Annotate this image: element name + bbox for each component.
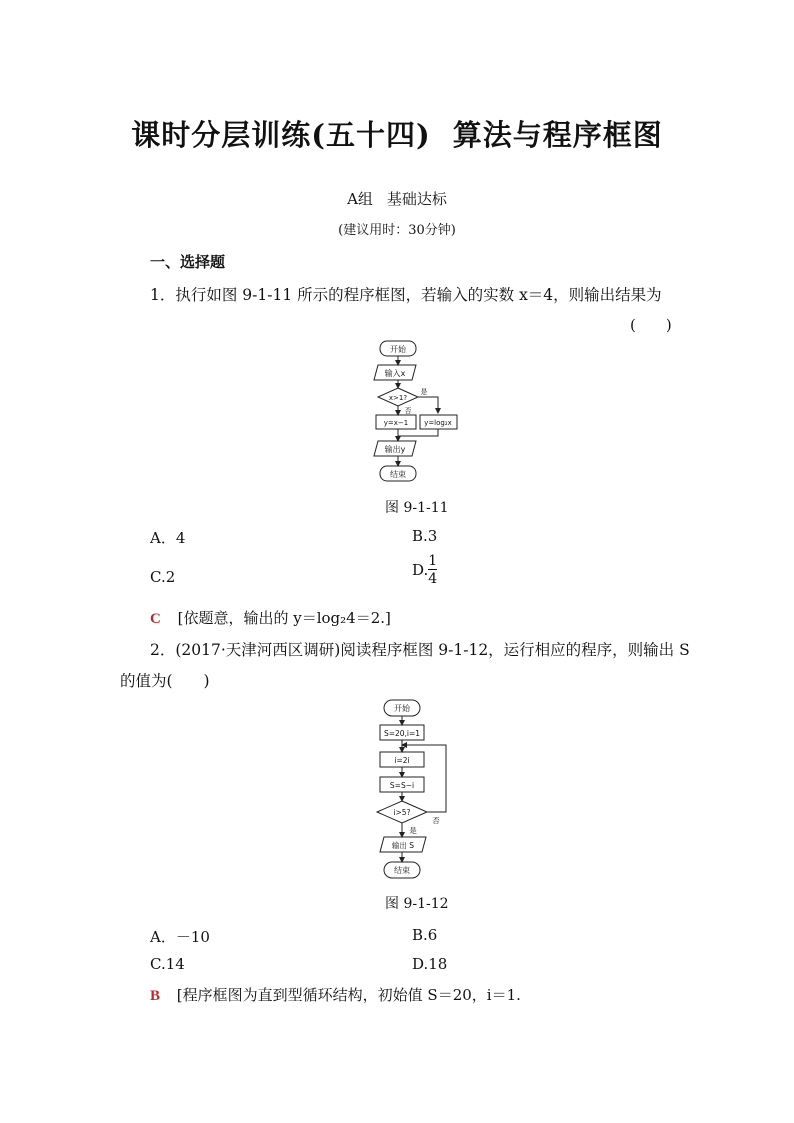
q2-option-a: A．－10 [150,928,210,946]
figure-caption-9-1-11: 图 9-1-11 [385,500,449,516]
q2-answer-letter: B [150,988,161,1004]
fc1-right-label: y=log₂x [424,419,452,427]
q2-option-d: D.18 [412,955,448,973]
fc2-end-label: 结束 [394,866,410,875]
question-2-text-line1: 2．(2017·天津河西区调研)阅读程序框图 9-1-12，运行相应的程序，则输出 S [150,641,690,659]
group-heading [0,188,794,209]
time-note: (建议用时：30分钟) [338,223,456,238]
fc1-input-label: 输入x [384,369,406,378]
q1-option-a: A．4 [150,529,186,547]
fc1-decision-label: x>1? [388,394,408,402]
title-left: 课时分层训练(五十四) [131,118,431,152]
question-2-text-line2: 的值为( ) [120,672,210,690]
q2-option-b: B.6 [412,926,438,944]
q1-answer [150,607,391,628]
flowchart-9-1-11 [368,338,468,488]
question-1-paren: ( ) [630,316,672,334]
fc2-step2-label: S=S−i [389,781,415,790]
fc2-init-label: S=20,i=1 [383,729,421,738]
q1-answer-explanation: [依题意，输出的 y＝log₂4＝2.] [177,609,391,627]
fc1-no-label: 否 [404,407,412,415]
flowchart-9-1-12 [372,696,462,886]
q1-option-c: C.2 [150,568,176,586]
question-1-text: 1．执行如图 9-1-11 所示的程序框图，若输入的实数 x＝4，则输出结果为 [150,286,662,304]
q1-option-d-fraction [428,554,437,586]
page-title [0,113,794,154]
q1-option-d-denominator: 4 [428,571,438,587]
fc1-output-label: 输出y [384,445,406,454]
fc1-end-label: 结束 [390,470,406,479]
fc2-yes-label: 是 [409,826,417,835]
fc2-step1-label: i=2i [394,756,410,765]
q1-option-d-numerator: 1 [428,553,438,569]
q1-option-d-prefix: D. [412,561,429,579]
q1-answer-letter: C [150,611,161,627]
q2-answer-explanation: [程序框图为直到型循环结构，初始值 S＝20，i＝1. [176,986,521,1004]
fc2-no-label: 否 [432,816,440,825]
q2-option-c: C.14 [150,955,185,973]
section-heading: 一、选择题 [150,253,226,271]
fc2-start-label: 开始 [394,704,410,713]
fc1-yes-label: 是 [420,388,428,396]
q1-option-b: B.3 [412,527,438,545]
fc1-left-label: y=x−1 [383,419,409,427]
fc2-output-label: 输出 S [391,841,415,850]
group-left: A组 [347,190,373,208]
title-right: 算法与程序框图 [452,118,663,152]
q1-option-d [412,554,437,586]
fc1-start-label: 开始 [390,345,406,354]
group-right: 基础达标 [386,190,447,208]
figure-caption-9-1-12: 图 9-1-12 [385,896,449,912]
q2-answer [150,984,521,1005]
fc2-decision-label: i>5? [393,808,411,817]
